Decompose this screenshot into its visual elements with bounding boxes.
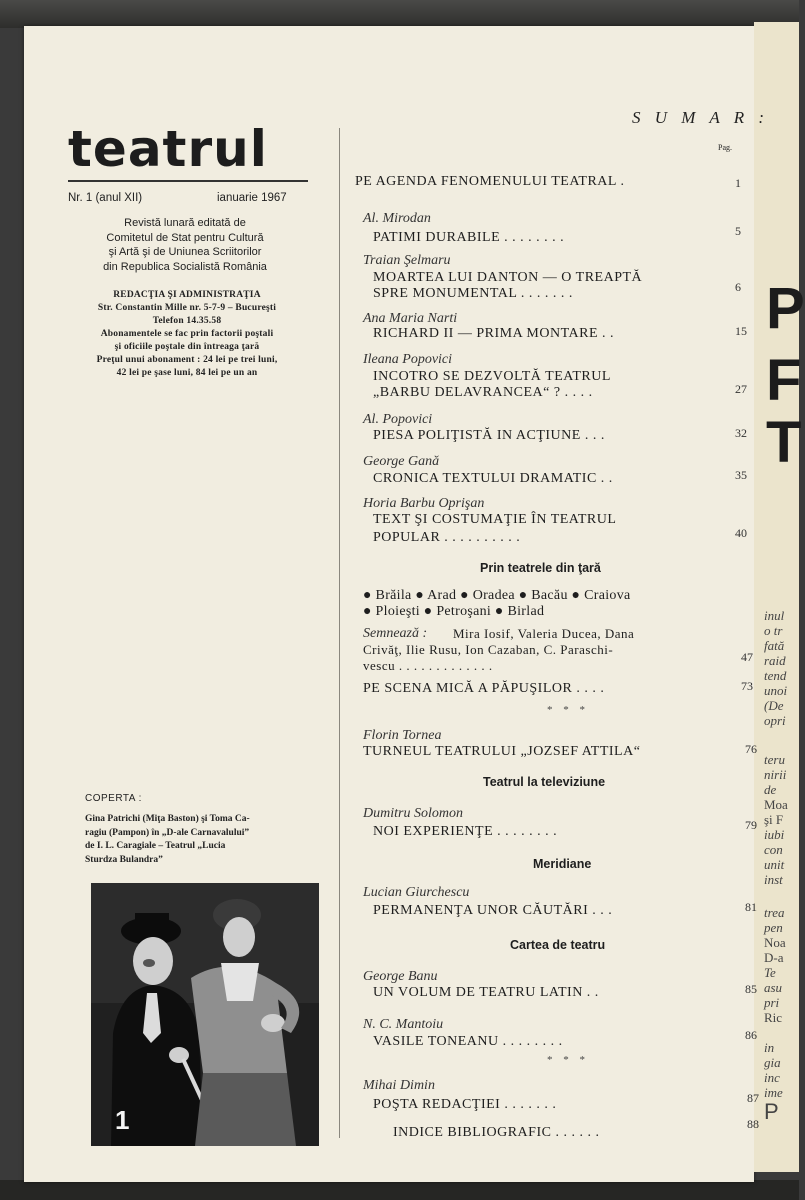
toc-title: PIESA POLIŢISTĂ IN ACŢIUNE . . . <box>373 428 605 443</box>
publisher-description <box>62 216 308 274</box>
adjacent-text-line: P <box>764 1099 779 1124</box>
toc-author: Traian Şelmaru <box>363 253 451 268</box>
adjacent-text-line: raid <box>764 653 786 668</box>
admin-line: REDACŢIA ŞI ADMINISTRAŢIA <box>113 290 261 300</box>
toc-page: 27 <box>735 382 747 396</box>
toc-title: MOARTEA LUI DANTON — O TREAPTĂ <box>373 270 643 285</box>
toc-page: 73 <box>741 679 753 693</box>
adjacent-text-line: asu <box>764 980 783 995</box>
section-heading: Teatrul la televiziune <box>483 775 606 789</box>
adjacent-text-line: D-a <box>764 950 784 965</box>
toc-author: Ileana Popovici <box>363 352 453 367</box>
toc-page: 85 <box>745 982 757 996</box>
toc-page: 47 <box>741 650 753 664</box>
toc-authors: Crivăţ, Ilie Rusu, Ion Cazaban, C. Paraschi- <box>363 642 614 657</box>
toc-title: SPRE MONUMENTAL . . . . . . . <box>373 286 573 301</box>
toc-title: PERMANENŢA UNOR CĂUTĂRI . . . <box>373 903 613 918</box>
toc-author: Horia Barbu Oprişan <box>363 496 485 511</box>
table-of-contents <box>355 0 759 1200</box>
toc-page: 81 <box>745 900 757 914</box>
adjacent-text-line: Te <box>764 965 776 980</box>
adjacent-text-line: inul <box>764 608 785 623</box>
adjacent-text-line: iubi <box>764 827 785 842</box>
adjacent-letter: F <box>766 348 802 413</box>
toc-author: Mihai Dimin <box>363 1078 435 1093</box>
toc-page: 76 <box>745 742 757 756</box>
adjacent-text-line: ime <box>764 1085 783 1100</box>
toc-authors: vescu . . . . . . . . . . . . . <box>363 658 493 673</box>
toc-author: George Gană <box>363 454 440 469</box>
cover-caption-line: Gina Patrichi (Miţa Baston) şi Toma Ca- <box>85 814 250 824</box>
section-heading: Meridiane <box>533 857 592 871</box>
toc-page: 15 <box>735 324 747 338</box>
cover-caption-line: Sturdza Bulandra” <box>85 854 163 865</box>
toc-page: 1 <box>735 176 741 190</box>
adjacent-text-line: teru <box>764 752 785 767</box>
toc-title: INDICE BIBLIOGRAFIC . . . . . . <box>393 1125 600 1140</box>
toc-author: Al. Mirodan <box>363 211 431 226</box>
section-heading: Prin teatrele din ţară <box>480 561 601 575</box>
adjacent-text-line: unit <box>764 857 785 872</box>
cover-caption <box>85 813 317 867</box>
page-column-label: Pag. <box>718 143 732 152</box>
toc-title: CRONICA TEXTULUI DRAMATIC . . <box>373 471 613 486</box>
contents-heading: S U M A R : <box>632 108 770 127</box>
toc-title: „BARBU DELAVRANCEA“ ? . . . . <box>373 385 593 400</box>
issue-number: Nr. 1 (anul XII) <box>68 192 143 204</box>
toc-title: TEXT ŞI COSTUMAŢIE ÎN TEATRUL <box>373 512 617 527</box>
toc-title: INCOTRO SE DEZVOLTĂ TEATRUL <box>373 369 611 384</box>
cover-caption-line: ragiu (Pampon) în „D-ale Carnavalului” <box>85 827 250 838</box>
adjacent-text-line: nirii <box>764 767 787 782</box>
adjacent-text-line: pen <box>764 920 783 935</box>
adjacent-text-line: pri <box>764 995 780 1010</box>
logo-underline <box>68 180 308 182</box>
cover-label: COPERTA : <box>85 793 142 804</box>
toc-page: 86 <box>745 1028 757 1042</box>
adjacent-text-line: (De <box>764 698 784 713</box>
adjacent-text-line: de <box>764 782 777 797</box>
admin-line: Abonamentele se fac prin factorii poştali <box>100 329 274 339</box>
toc-page: 40 <box>735 526 747 540</box>
toc-authors: Mira Iosif, Valeria Ducea, Dana <box>453 626 635 641</box>
column-divider <box>339 128 340 1138</box>
adjacent-text-line: tend <box>764 668 787 683</box>
toc-author: Florin Tornea <box>363 728 442 743</box>
admin-line: Telefon 14.35.58 <box>152 316 222 326</box>
toc-page: 32 <box>735 426 747 440</box>
toc-page: 79 <box>745 818 757 832</box>
toc-author-label: Semnează : <box>363 626 428 641</box>
toc-page: 35 <box>735 468 747 482</box>
adjacent-text-line: trea <box>764 905 785 920</box>
toc-page: 6 <box>735 280 741 294</box>
toc-title: POŞTA REDACŢIEI . . . . . . . <box>373 1097 557 1112</box>
toc-author: George Banu <box>363 969 438 984</box>
toc-page: 87 <box>747 1091 759 1105</box>
cover-photo <box>91 883 319 1146</box>
separator-stars: * * * <box>547 704 589 716</box>
description-line: din Republica Socialistă România <box>103 260 267 273</box>
description-line: şi Artă şi de Uniunea Scriitorilor <box>108 246 262 258</box>
toc-title: PE SCENA MICĂ A PĂPUŞILOR . . . . <box>363 681 605 696</box>
toc-author: Dumitru Solomon <box>363 806 463 821</box>
toc-author: Lucian Giurchescu <box>363 885 470 900</box>
city-list: ● Brăila ● Arad ● Oradea ● Bacău ● Craiova <box>363 588 631 603</box>
toc-author: N. C. Mantoiu <box>363 1017 444 1032</box>
adjacent-text-line: unoi <box>764 683 788 698</box>
adjacent-text-line: inc <box>764 1070 780 1085</box>
toc-title: POPULAR . . . . . . . . . . <box>373 530 521 545</box>
toc-title: VASILE TONEANU . . . . . . . . <box>373 1034 563 1049</box>
adjacent-text-line: inst <box>764 872 783 887</box>
adjacent-text-line: fată <box>764 638 785 653</box>
adjacent-text-line: gia <box>764 1055 781 1070</box>
adjacent-text-line: in <box>764 1040 775 1055</box>
issue-date: ianuarie 1967 <box>217 192 287 204</box>
toc-author: Ana Maria Narti <box>363 311 458 326</box>
toc-title: RICHARD II — PRIMA MONTARE . . <box>373 326 615 341</box>
toc-title: PE AGENDA FENOMENULUI TEATRAL . <box>355 174 625 189</box>
adjacent-text-line: Noa <box>764 935 786 950</box>
admin-line: Str. Constantin Mille nr. 5-7-9 – Bucureşti <box>97 303 277 313</box>
cover-caption-line: de I. L. Caragiale – Teatrul „Lucia <box>85 841 226 851</box>
toc-page: 88 <box>747 1117 759 1131</box>
adjacent-letter: P <box>766 276 805 341</box>
toc-title: NOI EXPERIENŢE . . . . . . . . <box>373 824 558 839</box>
adjacent-text-line: o tr <box>764 623 783 638</box>
administration-info <box>62 289 312 380</box>
admin-line: şi oficiile poştale din întreaga ţară <box>114 342 260 352</box>
toc-author: Al. Popovici <box>363 412 433 427</box>
adjacent-text-line: Ric <box>764 1010 783 1025</box>
cover-photo-number: 1 <box>115 1105 130 1135</box>
adjacent-text-line: opri <box>764 713 786 728</box>
city-list: ● Ploieşti ● Petroşani ● Birlad <box>363 604 545 619</box>
adjacent-letter: T <box>766 410 802 475</box>
separator-stars: * * * <box>547 1054 589 1066</box>
adjacent-text-line: şi F <box>764 812 784 827</box>
adjacent-text-line: Moa <box>764 797 788 812</box>
toc-title: UN VOLUM DE TEATRU LATIN . . <box>373 985 599 1000</box>
toc-page: 5 <box>735 224 741 238</box>
admin-line: Preţul unui abonament : 24 lei pe trei luni, <box>96 355 278 365</box>
description-line: Revistă lunară editată de <box>124 217 246 229</box>
description-line: Comitetul de Stat pentru Cultură <box>106 231 264 244</box>
adjacent-text-line: con <box>764 842 783 857</box>
adjacent-page-strip <box>754 22 805 1172</box>
magazine-logo: teatrul <box>68 120 268 178</box>
admin-line: 42 lei pe şase luni, 84 lei pe un an <box>116 368 258 378</box>
toc-title: PATIMI DURABILE . . . . . . . . <box>373 230 565 245</box>
toc-title: TURNEUL TEATRULUI „JOZSEF ATTILA“ <box>363 744 641 759</box>
section-heading: Cartea de teatru <box>510 938 606 952</box>
